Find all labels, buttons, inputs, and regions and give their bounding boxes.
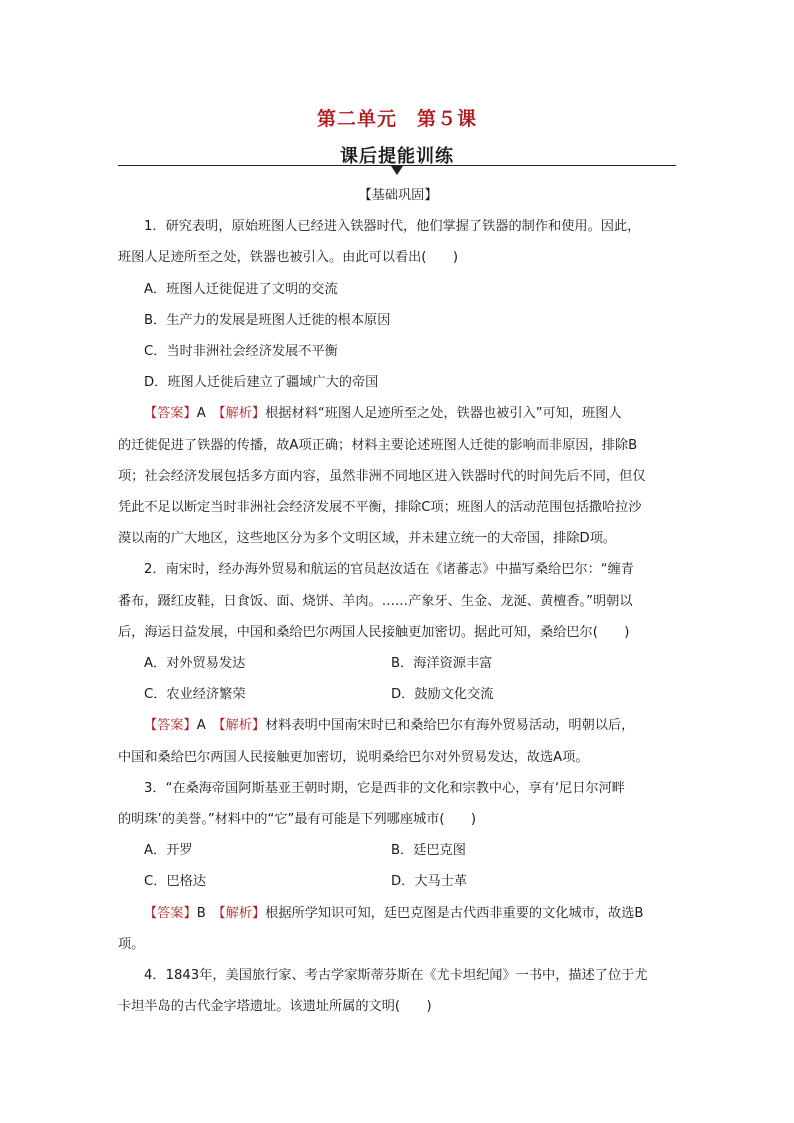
question-stem: 4．1843年，美国旅行家、考古学家斯蒂芬斯在《尤卡坦纪闻》一书中，描述了位于尤 — [144, 968, 648, 984]
answer-line — [118, 710, 678, 741]
analysis-line: 项。 — [118, 936, 145, 952]
divider-down-arrow-icon — [391, 166, 403, 175]
analysis-line: 漠以南的广大地区，这些地区分为多个文明区域，并未建立统一的大帝国，排除D项。 — [118, 531, 617, 547]
question-stem: 1．研究表明，原始班图人已经进入铁器时代，他们掌握了铁器的制作和使用。因此， — [144, 219, 641, 235]
option-c: C．农业经济繁荣 — [144, 687, 246, 703]
option-b: B．廷巴克图 — [391, 843, 466, 859]
option-b: B．海洋资源丰富 — [391, 656, 493, 672]
question-stem: 的明珠’的美誉。”材料中的“它”最有可能是下列哪座城市( ) — [118, 812, 477, 828]
analysis-line: 项；社会经济发展包括多方面内容，虽然非洲不同地区进入铁器时代的时间先后不同，但仅 — [118, 468, 646, 484]
option-a: A．对外贸易发达 — [144, 656, 246, 672]
option-d: D．鼓励文化交流 — [391, 687, 494, 703]
question-2 — [118, 554, 678, 772]
analysis-tag: 【解析】 — [218, 718, 266, 734]
question-3 — [118, 773, 678, 960]
option-c: C．巴格达 — [144, 874, 206, 890]
question-stem: 卡坦半岛的古代金字塔遗址。该遗址所属的文明( ) — [118, 999, 432, 1015]
analysis-tag: 【解析】 — [218, 406, 266, 422]
answer-letter: A — [196, 406, 206, 422]
option-d: D．大马士革 — [391, 874, 468, 890]
question-1 — [118, 211, 678, 554]
question-4 — [118, 960, 678, 1022]
question-stem: 2．南宋时，经办海外贸易和航运的官员赵汝适在《诸蕃志》中描写桑给巴尔：“缠青 — [144, 562, 634, 578]
options-row — [118, 648, 678, 679]
options-row — [118, 866, 678, 897]
options-row — [118, 679, 678, 710]
section-title: 课后提能训练 — [340, 146, 454, 167]
analysis-line: 中国和桑给巴尔两国人民接触更加密切，说明桑给巴尔对外贸易发达，故选A项。 — [118, 749, 589, 765]
option-c: C．当时非洲社会经济发展不平衡 — [144, 344, 338, 360]
answer-letter: A — [196, 718, 206, 734]
question-stem: 番布，蹑红皮鞋，日食饭、面、烧饼、羊肉。……产象牙、生金、龙涎、黄檀香。”明朝以 — [118, 593, 633, 609]
answer-line — [118, 898, 678, 929]
analysis-line: 凭此不足以断定当时非洲社会经济发展不平衡，排除C项；班图人的活动范围包括撒哈拉沙 — [118, 500, 642, 516]
answer-letter: B — [196, 905, 206, 921]
question-stem: 后，海运日益发展，中国和桑给巴尔两国人民接触更加密切。据此可知，桑给巴尔( ) — [118, 624, 630, 640]
analysis-tag: 【解析】 — [219, 905, 266, 921]
question-stem: 3．“在桑海帝国阿斯基亚王朝时期，它是西非的文化和宗教中心，享有‘尼日尔河畔 — [144, 780, 625, 796]
options-row — [118, 835, 678, 866]
analysis-text: 材料表明中国南宋时已和桑给巴尔有海外贸易活动，明朝以后， — [265, 718, 635, 734]
option-b: B．生产力的发展是班图人迁徙的根本原因 — [144, 312, 391, 328]
question-stem: 班图人足迹所至之处，铁器也被引入。由此可以看出( ) — [118, 250, 458, 266]
answer-tag: 【答案】 — [144, 718, 197, 734]
analysis-text: 根据所学知识可知，廷巴克图是古代西非重要的文化城市，故选B — [265, 905, 644, 921]
answer-line — [118, 398, 678, 429]
option-a: A．班图人迁徙促进了文明的交流 — [144, 281, 338, 297]
answer-tag: 【答案】 — [144, 406, 197, 422]
exercise-content — [118, 180, 678, 1022]
option-a: A．开罗 — [144, 843, 193, 859]
option-d: D．班图人迁徙后建立了疆域广大的帝国 — [144, 375, 379, 391]
answer-tag: 【答案】 — [144, 905, 197, 921]
section-label: 【基础巩固】 — [358, 188, 438, 203]
unit-title: 第二单元 第５课 — [316, 108, 477, 130]
analysis-line: 的迁徙促进了铁器的传播，故A项正确；材料主要论述班图人迁徙的影响而非原因，排除B — [118, 437, 638, 453]
analysis-text: 根据材料“班图人足迹所至之处，铁器也被引入”可知，班图人 — [265, 406, 622, 422]
